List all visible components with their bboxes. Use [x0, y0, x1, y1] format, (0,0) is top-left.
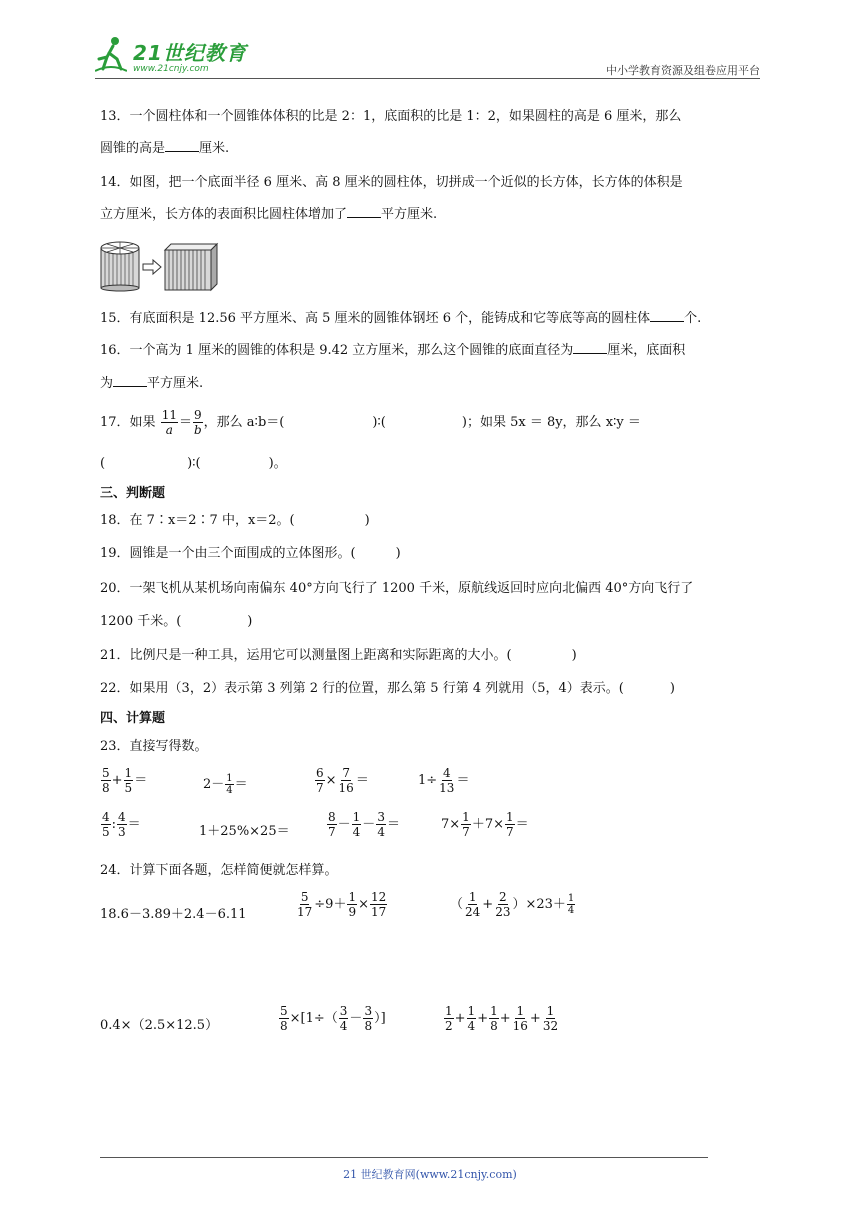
q16-text-d: 平方厘米. — [147, 376, 204, 391]
q19-text: 19．圆锥是一个由三个面围成的立体图形。( — [100, 546, 356, 561]
footer-divider — [100, 1157, 708, 1158]
q23-expr-5: $\frac{4}{5}$ : $\frac{4}{3}$ ＝ — [102, 810, 141, 839]
q14-line1: 14．如图，把一个底面半径 6 厘米、高 8 厘米的圆柱体，切拼成一个近似的长方体，长方体的体积是 — [100, 175, 683, 190]
q16-line2 — [100, 375, 203, 393]
q17-mid2: )；如果 5x ＝ 8y，那么 x∶y ＝ — [461, 415, 641, 430]
q14-blank[interactable] — [347, 206, 381, 218]
q24-expr-4: 0.4×（2.5×12.5） — [100, 1018, 219, 1033]
q13-line1: 13．一个圆柱体和一个圆锥体体积的比是 2：1，底面积的比是 1：2，如果圆柱的高是 6 厘米，那么 — [100, 109, 682, 124]
q22-line — [100, 680, 675, 698]
q16-blank-1[interactable] — [573, 342, 607, 354]
q22-text: 22．如果用（3，2）表示第 3 列第 2 行的位置，那么第 5 行第 4 列就用（5，4）表示。( — [100, 681, 624, 696]
q18-close: ) — [364, 513, 370, 528]
logo-url: www.21cnjy.com — [133, 63, 209, 74]
q23-expr-6: 1＋25%×25＝ — [199, 824, 290, 839]
q17-colon: )∶( — [372, 415, 386, 430]
q17-prefix: 17．如果 — [100, 415, 156, 430]
q23-expr-7: $\frac{8}{7}$ － $\frac{1}{4}$ － $\frac{3}{4}$ ＝ — [328, 810, 400, 839]
q24-expr-3: （ $\frac{1}{24}$ + $\frac{2}{23}$ ）×23＋ $\frac{1}{4}$ — [450, 890, 575, 919]
q21-line — [100, 647, 577, 665]
header-divider — [95, 78, 760, 79]
section-true-false-title: 三、判断题 — [100, 486, 166, 501]
q23-expr-4: 1÷ $\frac{4}{13}$ ＝ — [418, 766, 470, 795]
q24-expr-2: $\frac{5}{17}$ ÷9＋ $\frac{1}{9}$ × $\frac{12}{17}$ — [297, 890, 387, 919]
cuboid-icon — [165, 244, 217, 290]
cylinder-icon — [101, 242, 139, 291]
q20-line2 — [100, 613, 252, 631]
q16-blank-2[interactable] — [113, 375, 147, 387]
q13-line2 — [100, 140, 229, 158]
q15-text-a: 15．有底面积是 12.56 平方厘米、高 5 厘米的圆锥体钢坯 6 个，能铸成和它等底等高的圆柱体 — [100, 311, 651, 326]
q24-expr-5: $\frac{5}{8}$ ×[1÷（ $\frac{3}{4}$ － $\frac{3}{8}$ ）] — [280, 1004, 386, 1033]
q24-title: 24．计算下面各题，怎样简便就怎样算。 — [100, 863, 338, 878]
site-logo[interactable] — [95, 32, 247, 78]
q21-close: ) — [571, 648, 577, 663]
q13-blank[interactable] — [165, 140, 199, 152]
q23-expr-8: 7× $\frac{1}{7}$ ＋7× $\frac{1}{7}$ ＝ — [441, 810, 529, 839]
platform-name: 中小学教育资源及组卷应用平台 — [606, 64, 760, 77]
q17-fraction-2: $\frac{9}{b}$ — [193, 408, 202, 437]
q23-expr-1: $\frac{5}{8}$ + $\frac{1}{5}$ ＝ — [102, 766, 148, 795]
q20-close: ) — [247, 614, 253, 629]
q16-text-a: 16．一个高为 1 厘米的圆锥的体积是 9.42 立方厘米，那么这个圆锥的底面直径为 — [100, 343, 574, 358]
q23-expr-2: 2－ $\frac{1}{4}$ ＝ — [203, 773, 248, 796]
q17-close: )。 — [268, 456, 287, 471]
q17-fraction-1: $\frac{11}{a}$ — [161, 408, 177, 437]
q17-mid: ，那么 a∶b＝( — [203, 415, 285, 430]
q15-blank[interactable] — [650, 310, 684, 322]
q19-line — [100, 545, 401, 563]
page-header — [95, 32, 760, 78]
q14-text-a: 立方厘米，长方体的表面积比圆柱体增加了 — [100, 207, 348, 222]
q18-line — [100, 512, 370, 530]
q16-line1 — [100, 342, 685, 360]
runner-logo-icon — [95, 35, 127, 75]
q18-text: 18．在 7∶x＝2∶7 中，x＝2。( — [100, 513, 295, 528]
q22-close: ) — [669, 681, 675, 696]
q16-text-c: 为 — [100, 376, 114, 391]
q13-text-b: 厘米. — [199, 141, 230, 156]
q17-colon-2: )∶( — [187, 456, 201, 471]
arrow-right-icon — [143, 260, 161, 274]
section-calculation-title: 四、计算题 — [100, 711, 166, 726]
logo-title: 21世纪教育 — [133, 40, 247, 65]
q17-equals: ＝ — [178, 415, 192, 430]
q14-text-b: 平方厘米. — [381, 207, 438, 222]
q23-title: 23．直接写得数。 — [100, 739, 208, 754]
q17-line2 — [100, 455, 287, 473]
q17-open: ( — [100, 456, 106, 471]
q20-text: 1200 千米。( — [100, 614, 182, 629]
q15-line — [100, 310, 701, 328]
q13-text-a: 圆锥的高是 — [100, 141, 166, 156]
q23-expr-3: $\frac{6}{7}$ × $\frac{7}{16}$ ＝ — [316, 766, 369, 795]
q16-text-b: 厘米，底面积 — [607, 343, 686, 358]
q24-expr-1: 18.6－3.89＋2.4－6.11 — [100, 907, 247, 922]
q15-text-b: 个. — [684, 311, 702, 326]
q24-expr-6: $\frac{1}{2}$ + $\frac{1}{4}$ + $\frac{1}{8}$ + $\frac{1}{16}$ + $\frac{1}{32}$ — [445, 1004, 559, 1033]
footer-link[interactable]: 21 世纪教育网(www.21cnjy.com) — [343, 1168, 517, 1181]
q20-line1: 20．一架飞机从某机场向南偏东 40°方向飞行了 1200 千米，原航线返回时应向北偏西 40°方向飞行了 — [100, 581, 694, 596]
q14-line2 — [100, 206, 437, 224]
cylinder-to-cuboid-figure — [99, 240, 219, 292]
q17-line1 — [100, 408, 641, 438]
q19-close: ) — [395, 546, 401, 561]
q21-text: 21．比例尺是一种工具，运用它可以测量图上距离和实际距离的大小。( — [100, 648, 512, 663]
